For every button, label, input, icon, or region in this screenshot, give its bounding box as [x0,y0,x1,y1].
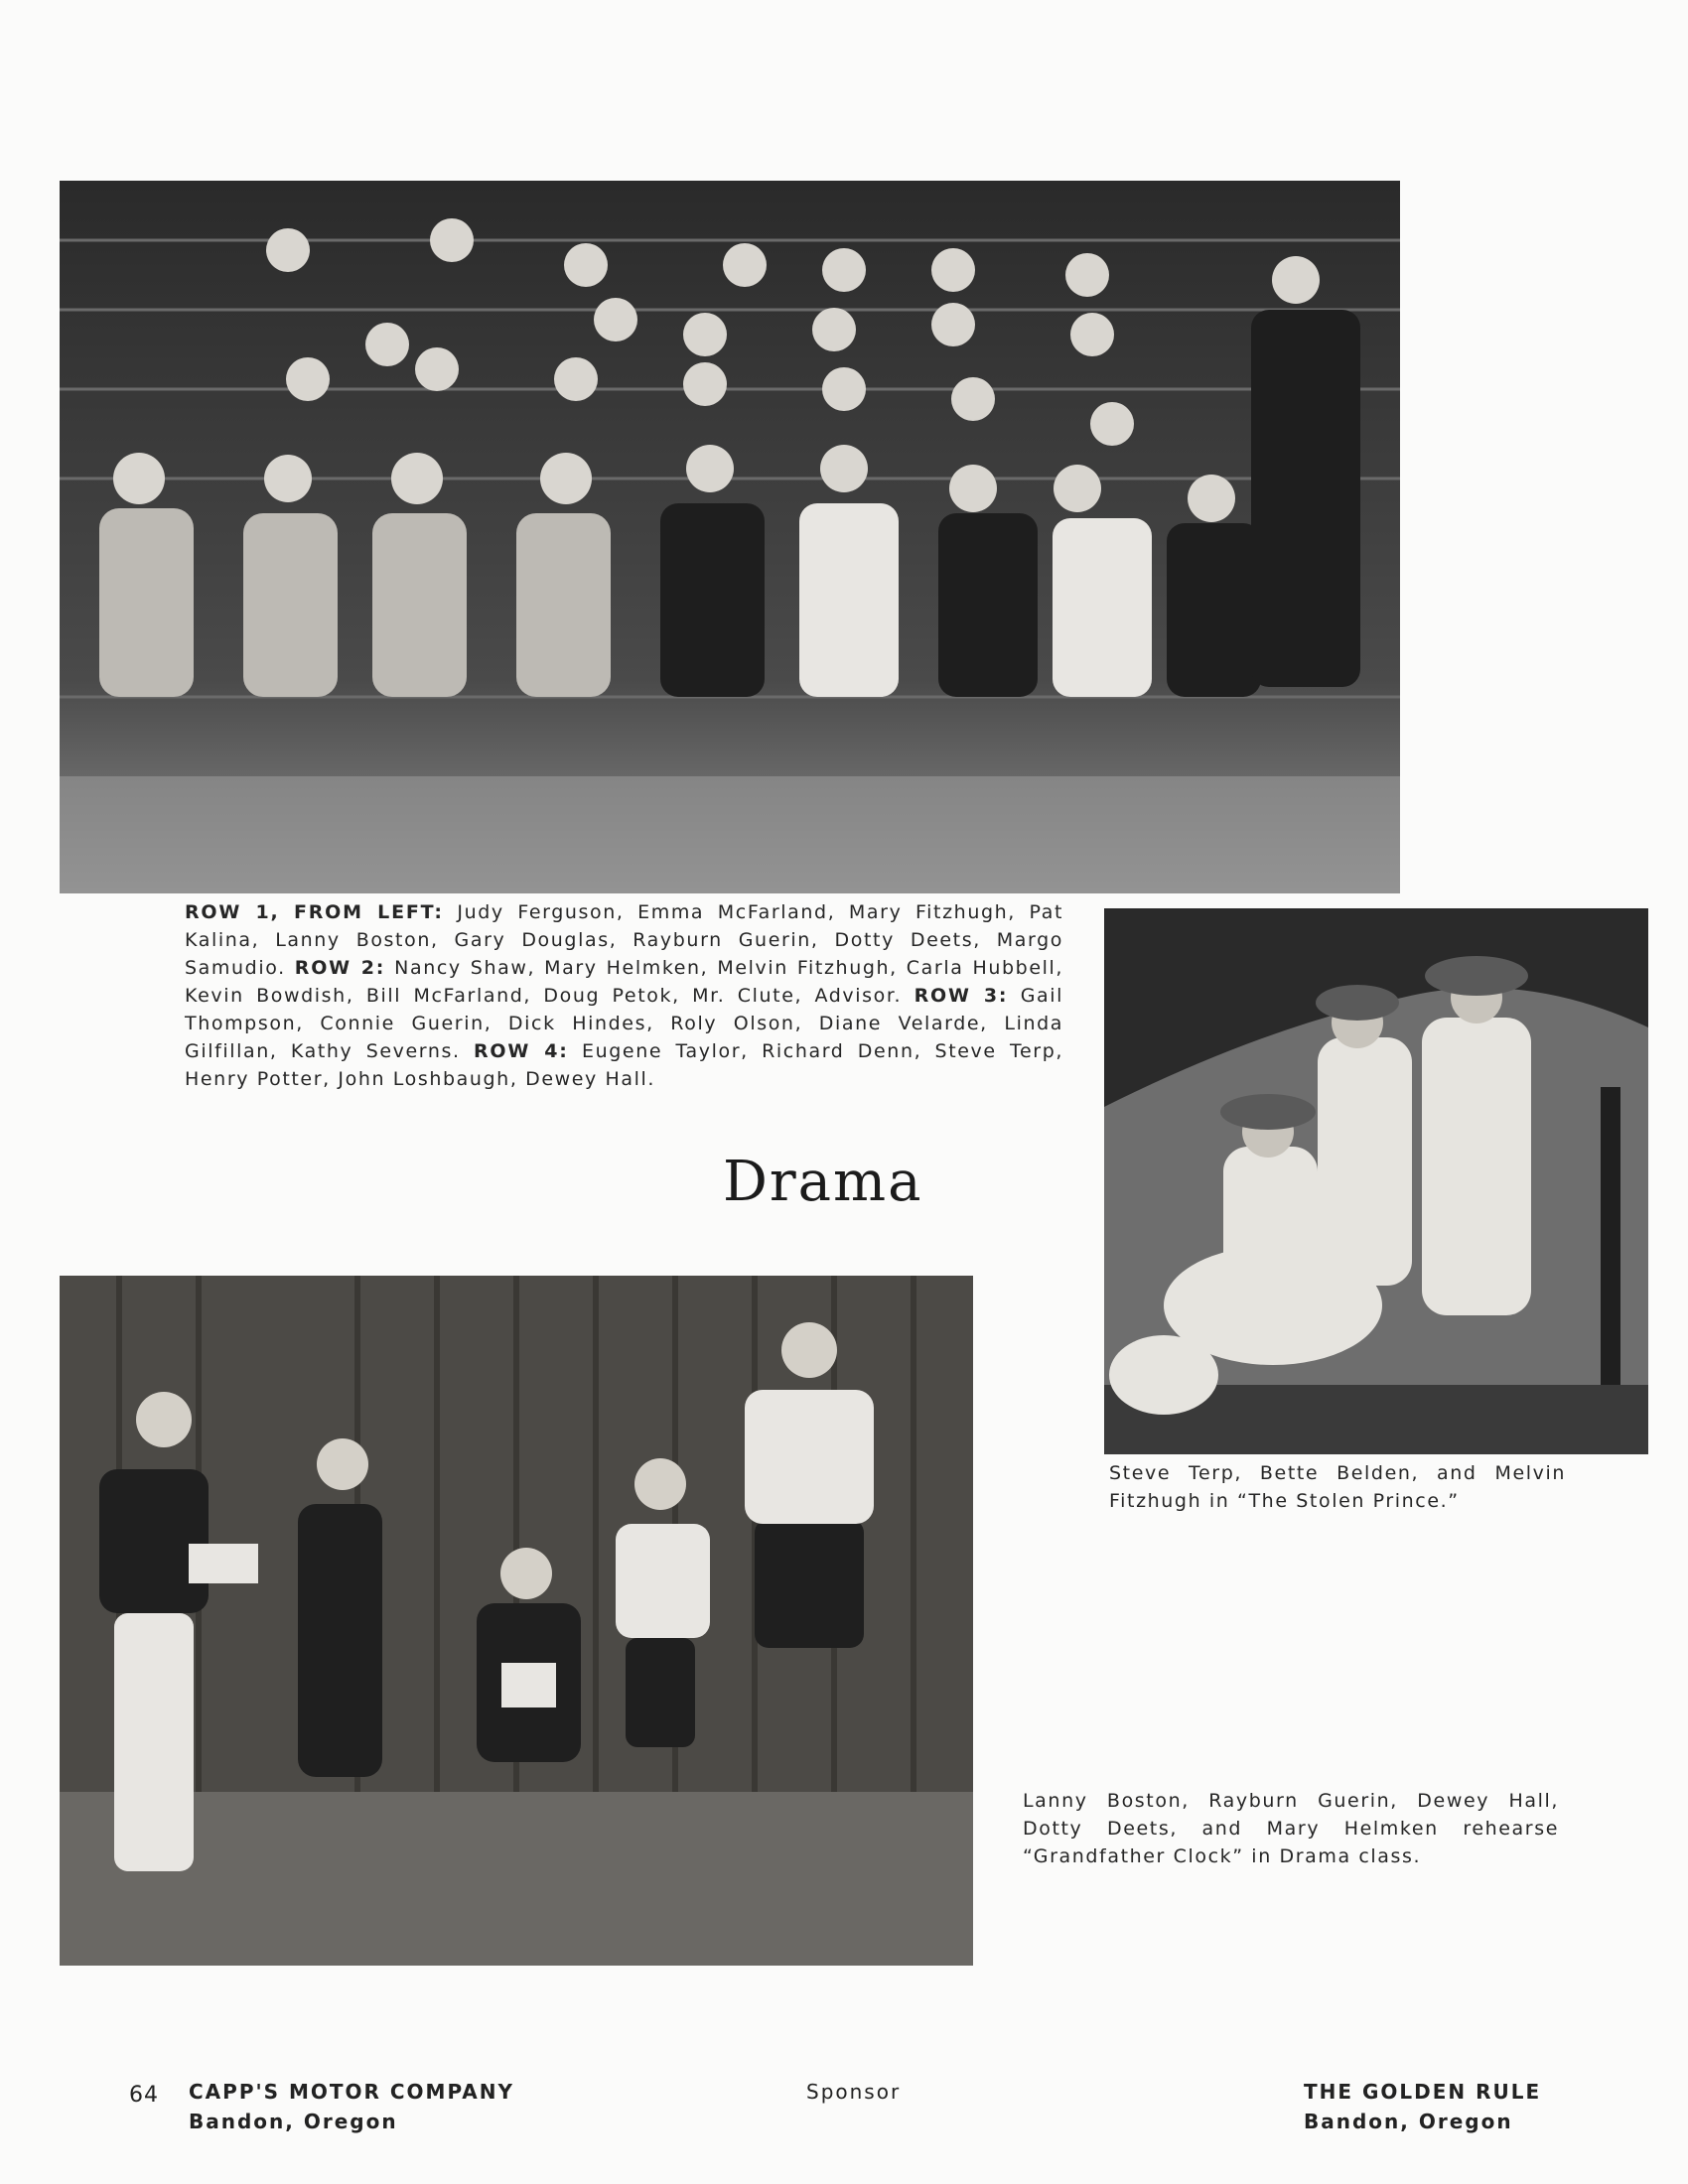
row3-names: Gail Thompson, Connie Guerin, Dick Hindes, Roly Olson, Diane Velarde, Linda Gilfillan, Kathy Severns. [185,985,1064,1062]
page-number: 64 [129,2083,159,2108]
rehearsal-caption: Lanny Boston, Rayburn Guerin, Dewey Hall, Dotty Deets, and Mary Helmken rehearse “Grandfather Clock” in Drama class. [1023,1790,1559,1867]
row2-label: ROW 2: [294,957,386,979]
sponsor-left-city: Bandon, Oregon [189,2110,398,2133]
page-title: Drama [723,1150,923,1214]
stolen-prince-caption: Steve Terp, Bette Belden, and Melvin Fitzhugh in “The Stolen Prince.” [1109,1462,1566,1512]
row4-label: ROW 4: [473,1040,569,1062]
footer-left [129,2077,514,2136]
row2-names: Nancy Shaw, Mary Helmken, Melvin Fitzhugh, Carla Hubbell, Kevin Bowdish, Bill McFarland, Doug Petok, Mr. Clute, Advisor. [185,957,1064,1007]
footer-right [1304,2077,1541,2136]
row3-label: ROW 3: [914,985,1009,1007]
row1-label: ROW 1, FROM LEFT: [185,901,444,923]
row4-names: Eugene Taylor, Richard Denn, Steve Terp, Henry Potter, John Loshbaugh, Dewey Hall. [185,1040,1063,1090]
footer-center: Sponsor [806,2080,902,2104]
rehearsal-photo [60,1276,973,1966]
row1-names: Judy Ferguson, Emma McFarland, Mary Fitzhugh, Pat Kalina, Lanny Boston, Gary Douglas, Rayburn Guerin, Dotty Deets, Margo Samudio. [185,901,1064,979]
group-photo [60,181,1400,893]
group-caption [185,898,1063,1093]
sponsor-left-name: CAPP'S MOTOR COMPANY [189,2080,514,2104]
sponsor-right-name: THE GOLDEN RULE [1304,2080,1542,2104]
sponsor-right-city: Bandon, Oregon [1304,2110,1513,2133]
stolen-prince-photo [1104,908,1648,1454]
